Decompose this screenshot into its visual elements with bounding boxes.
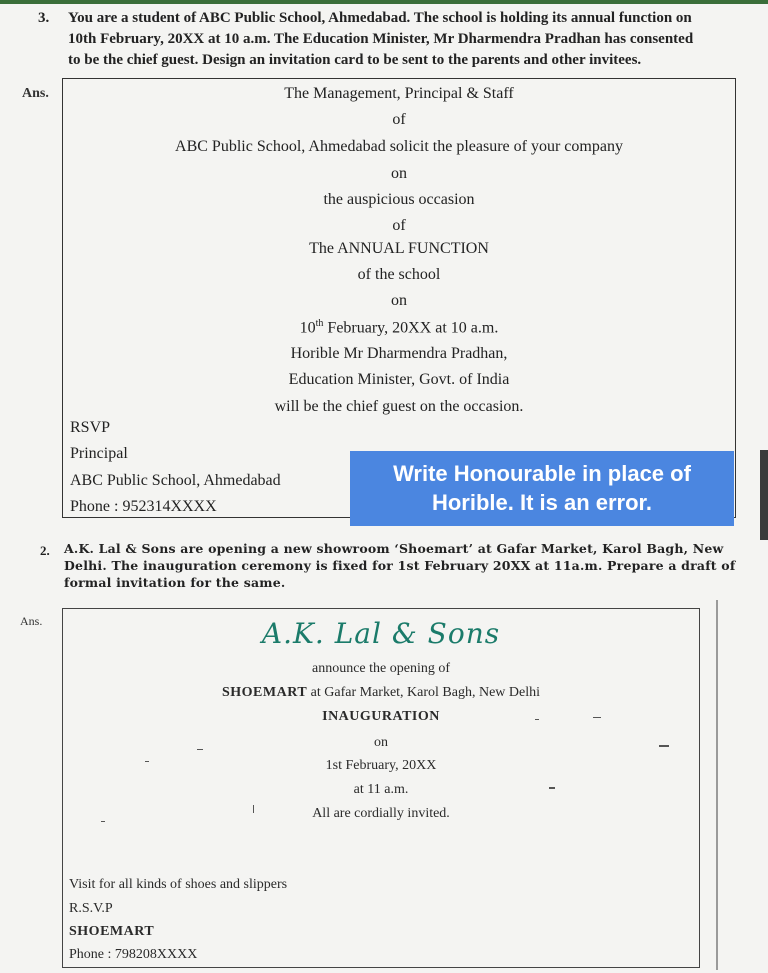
card1-rsvp-phone: Phone : 952314XXXX <box>70 498 217 515</box>
card1-rsvp-principal: Principal <box>70 445 128 462</box>
card2-footer-visit: Visit for all kinds of shoes and slippers <box>69 877 288 892</box>
card2-location: at Gafar Market, Karol Bagh, New Delhi <box>310 685 541 700</box>
correction-note-line-2: Horible. It is an error. <box>431 490 653 515</box>
scan-speck <box>535 719 539 720</box>
scan-speck <box>549 787 555 789</box>
card1-date-line <box>63 318 735 337</box>
card1-date-day: 10 <box>299 319 316 337</box>
top-border-strip <box>0 0 768 4</box>
answer-1-label: Ans. <box>22 86 49 101</box>
card1-guest-line-2: Education Minister, Govt. of India <box>288 371 510 388</box>
page-edge-line <box>716 600 718 970</box>
scan-speck <box>659 745 669 747</box>
card1-line-6: of <box>392 217 406 234</box>
correction-note <box>350 451 734 526</box>
card1-line-3: ABC Public School, Ahmedabad solicit the pleasure of your company <box>175 138 623 155</box>
card2-footer-shop: SHOEMART <box>69 924 155 939</box>
card1-rsvp: RSVP <box>70 419 111 436</box>
card2-footer-phone: Phone : 798208XXXX <box>69 947 198 962</box>
brand-heading: A.K. Lal & Sons <box>261 617 501 650</box>
card1-line-4: on <box>391 165 407 182</box>
scan-speck <box>593 717 601 718</box>
page-edge-shadow <box>760 450 768 540</box>
scan-speck <box>197 749 203 750</box>
card1-date-rest: February, 20XX at 10 a.m. <box>323 319 499 337</box>
card2-on: on <box>374 735 388 750</box>
question-2-line-1: A.K. Lal & Sons are opening a new showroom ‘Shoemart’ at Gafar Market, Karol Bagh, New <box>64 541 724 556</box>
card1-date-sup: th <box>315 318 324 329</box>
answer-2-label: Ans. <box>20 614 43 628</box>
card2-shop-name: SHOEMART <box>221 685 308 700</box>
question-3-line-2: 10th February, 20XX at 10 a.m. The Education Minister, Mr Dharmendra Pradhan has consented <box>68 31 694 47</box>
question-3-line-3: to be the chief guest. Design an invitation card to be sent to the parents and other invitees. <box>68 52 642 68</box>
scan-speck <box>145 761 149 762</box>
question-3-number: 3. <box>38 10 50 26</box>
card2-line-1: announce the opening of <box>311 661 450 676</box>
question-2-line-2: Delhi. The inauguration ceremony is fixed for 1st February 20XX at 11a.m. Prepare a draft of <box>64 558 736 573</box>
card2-line-2 <box>63 685 699 701</box>
card1-line-9: on <box>391 292 407 309</box>
question-2-text <box>64 540 736 591</box>
invitation-card-showroom <box>62 608 700 968</box>
card1-line-8: of the school <box>357 266 441 283</box>
card1-line-5: the auspicious occasion <box>323 191 475 208</box>
scan-speck <box>253 805 254 813</box>
card1-line-1: The Management, Principal & Staff <box>284 85 514 102</box>
card2-invited: All are cordially invited. <box>312 806 450 821</box>
scan-speck <box>101 821 105 822</box>
card2-date: 1st February, 20XX <box>325 758 437 773</box>
question-3-line-1: You are a student of ABC Public School, Ahmedabad. The school is holding its annual function on <box>68 10 692 26</box>
question-2-line-3: formal invitation for the same. <box>64 575 286 590</box>
card1-line-7: The ANNUAL FUNCTION <box>309 240 489 257</box>
card1-guest-line-1: Horible Mr Dharmendra Pradhan, <box>290 345 508 362</box>
card1-line-2: of <box>392 111 406 128</box>
question-2-number: 2. <box>40 543 50 558</box>
card2-inauguration: INAUGURATION <box>322 709 440 724</box>
card2-footer-rsvp: R.S.V.P <box>69 901 113 916</box>
card2-time: at 11 a.m. <box>353 782 409 797</box>
card1-rsvp-school: ABC Public School, Ahmedabad <box>70 472 281 489</box>
card1-guest-line-3: will be the chief guest on the occasion. <box>274 398 524 415</box>
correction-note-line-1: Write Honourable in place of <box>393 461 691 486</box>
question-3-text <box>68 8 760 71</box>
